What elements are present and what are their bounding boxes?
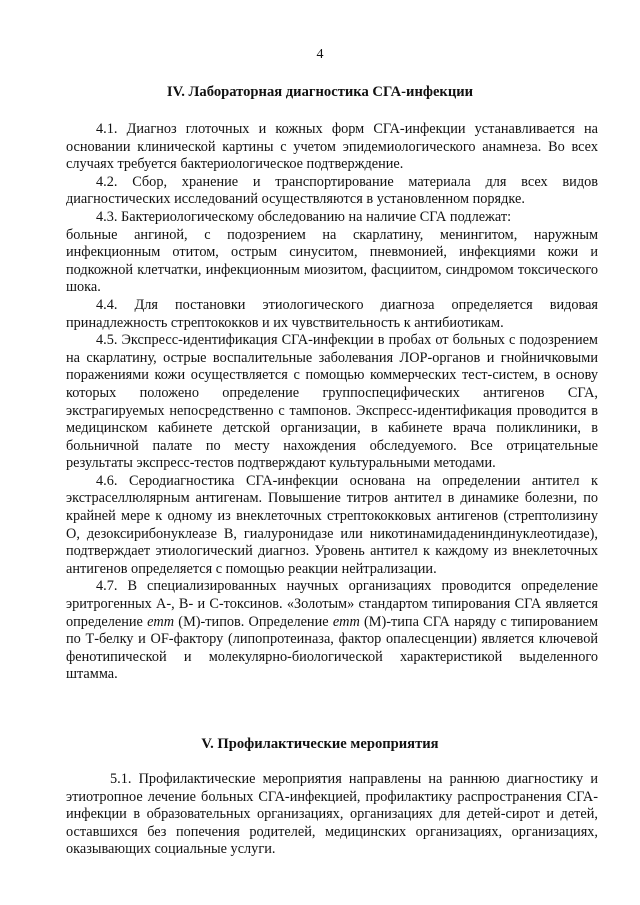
paragraph-4-3: 4.3. Бактериологическому обследованию на наличие СГА подлежат: <box>96 208 512 225</box>
p4-7-part-b: (М)-типов. Определение <box>174 613 333 630</box>
section-4-heading: IV. Лабораторная диагностика СГА-инфекции <box>166 84 474 100</box>
section-4-body <box>66 121 598 684</box>
p4-7-part-a: 4.7. В специализированных научных организациях проводится определение эритрогенных А-, В- и С-токсинов. «Золотым» стандартом типирования СГА является определение <box>66 578 598 630</box>
paragraph-4-4: 4.4. Для постановки этиологического диагноза определяется видовая принадлежность стрептококков и их чувствительность к антибиотикам. <box>66 296 598 331</box>
paragraph-4-5: 4.5. Экспресс-идентификация СГА-инфекции в пробах от больных с подозрением на скарлатину, острые воспалительные заболевания ЛОР-органов и гнойничковыми поражениями кожи осуществляется с помощью коммерческих тест-систем, в основу которых положено определение группоспецифических антигенов СГА, экстрагируемых непосредственно с тампонов. Экспресс-идентификация проводится в медицинском кабинете детской организации, в кабинете врача поликлиники, в больничной палате по месту нахождения обследуемого. Все отрицательные результаты экспресс-тестов подтверждают культуральными методами. <box>66 332 598 472</box>
p4-7-part-c: (М)-типа СГА наряду с типированием по Т-белку и OF-фактору (липопротеиназа, фактор опалесценции) является ключевой фенотипической и молекулярно-биологической характеристикой выделенного штамма. <box>66 613 598 683</box>
paragraph-4-6: 4.6. Серодиагностика СГА-инфекции основана на определении антител к экстраселлюлярным антигенам. Повышение титров антител в динамике болезни, по крайней мере к одному из внеклеточных стрептококковых антигенов (стрептолизину О, дезоксирибонуклеазе В, гиалуронидазе или никотинамидадениндинуклеотидазе), подтверждает этиологический диагноз. Уровень антител к каждому из внеклеточных антигенов определяется с помощью реакции нейтрализации. <box>66 472 598 577</box>
section-5-heading: V. Профилактические мероприятия <box>201 736 439 752</box>
page-number: 4 <box>316 47 324 62</box>
paragraph-4-7 <box>66 578 598 684</box>
paragraph-4-1: 4.1. Диагноз глоточных и кожных форм СГА-инфекции устанавливается на основании клинической картины с учетом эпидемиологического анамнеза. Во всех случаях требуется бактериологическое подтверждение. <box>66 121 598 173</box>
paragraph-4-3-list: больные ангиной, с подозрением на скарлатину, менингитом, наружным инфекционным отитом, острым синуситом, пневмонией, инфекциями кожи и подкожной клетчатки, инфекционным миозитом, фасциитом, синдромом токсического шока. <box>66 226 598 296</box>
paragraph-4-2: 4.2. Сбор, хранение и транспортирование материала для всех видов диагностических исследований осуществляются в установленном порядке. <box>66 173 598 208</box>
emm-term: emm <box>147 613 175 630</box>
section-5-body <box>66 771 598 859</box>
paragraph-5-1: 5.1. Профилактические мероприятия направлены на раннюю диагностику и этиотропное лечение больных СГА-инфекцией, профилактику распространения СГА-инфекции в образовательных организациях, организациях для детей-сирот и детей, оставшихся без попечения родителей, медицинских организациях, организациях, оказывающих социальные услуги. <box>66 771 598 858</box>
emm-term: emm <box>332 613 360 630</box>
